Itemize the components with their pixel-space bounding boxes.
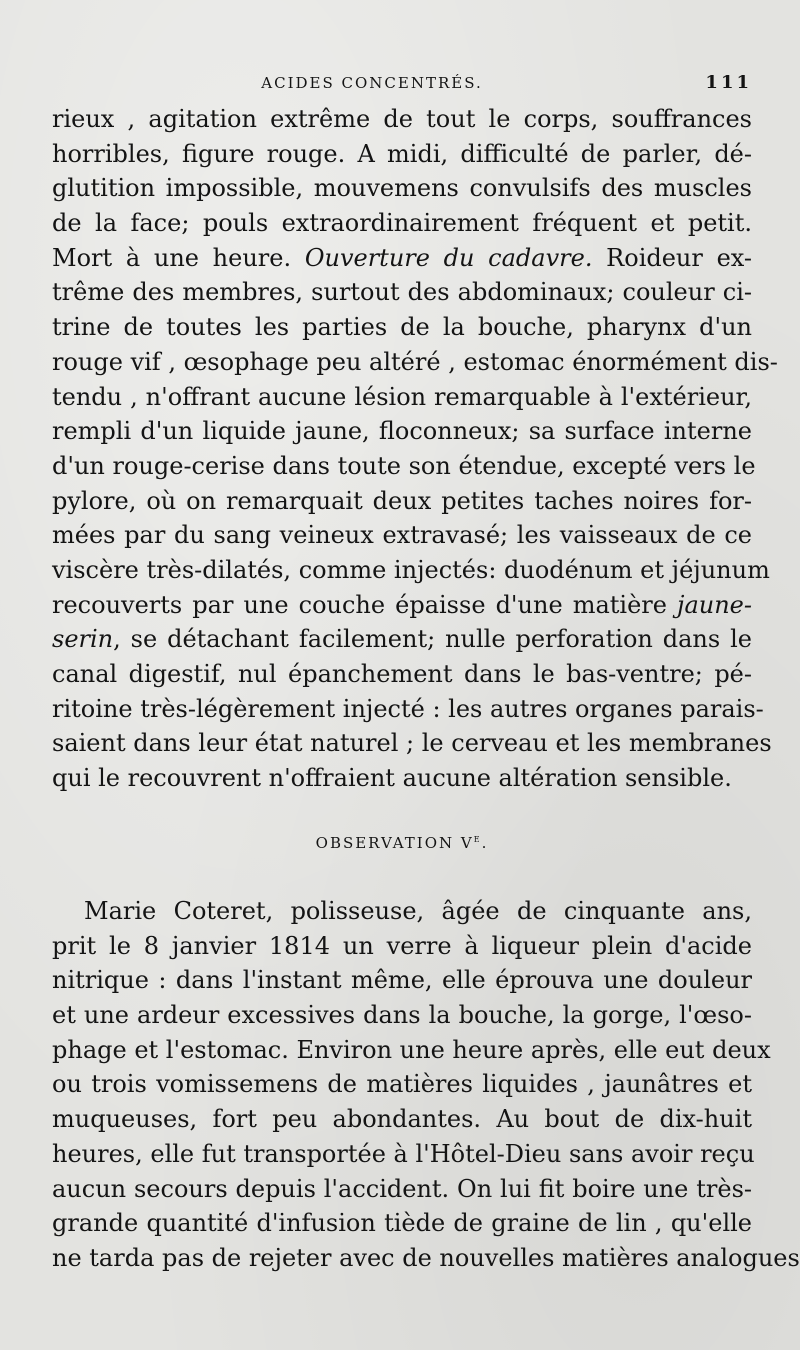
text-line: mées par du sang veineux extravasé; les vaisseaux de ce xyxy=(52,521,752,550)
text-line: Marie Coteret, polisseuse, âgée de cinquante ans, xyxy=(84,897,752,925)
text-line: rieux , agitation extrême de tout le corps, souffrances xyxy=(52,105,752,133)
text-line: tendu , n'offrant aucune lésion remarquable à l'extérieur, xyxy=(52,382,752,411)
text-segment: jaune- xyxy=(677,590,752,619)
text-line: rouge vif , œsophage peu altéré , estomac énormément dis- xyxy=(52,347,778,376)
text-line: viscère très-dilatés, comme injectés: duodénum et jéjunum xyxy=(52,555,770,584)
text-line: et une ardeur excessives dans la bouche, la gorge, l'œso- xyxy=(52,1001,752,1030)
text-line: muqueuses, fort peu abondantes. Au bout de dix-huit xyxy=(52,1105,752,1134)
text-line: phage et l'estomac. Environ une heure après, elle eut deux xyxy=(52,1035,771,1064)
text-line xyxy=(52,622,752,657)
text-segment: , se détachant facilement; nulle perforation dans le xyxy=(113,625,752,654)
text-line: trine de toutes les parties de la bouche, pharynx d'un xyxy=(52,313,752,342)
page-number: 111 xyxy=(705,72,752,93)
text-line: nitrique : dans l'instant même, elle éprouva une douleur xyxy=(52,966,752,995)
text-line: de la face; pouls extraordinairement fréquent et petit. xyxy=(52,209,752,238)
text-line: ne tarda pas de rejeter avec de nouvelles matières analogues xyxy=(52,1243,800,1272)
text-line: ou trois vomissemens de matières liquides , jaunâtres et xyxy=(52,1070,752,1099)
text-line: trême des membres, surtout des abdominaux; couleur ci- xyxy=(52,278,752,307)
text-line: prit le 8 janvier 1814 un verre à liqueur plein d'acide xyxy=(52,931,752,960)
text-line: saient dans leur état naturel ; le cerveau et les membranes xyxy=(52,729,772,758)
observation-heading-period: . xyxy=(481,834,489,852)
running-title: ACIDES CONCENTRÉS. xyxy=(261,74,483,92)
text-line: rempli d'un liquide jaune, floconneux; sa surface interne xyxy=(52,417,752,446)
text-line: ritoine très-légèrement injecté : les autres organes parais- xyxy=(52,694,764,723)
text-line xyxy=(52,241,752,276)
text-line: pylore, où on remarquait deux petites taches noires for- xyxy=(52,486,752,515)
page-header xyxy=(52,70,752,100)
paragraph-2 xyxy=(52,894,800,1276)
text-segment: serin xyxy=(52,625,114,654)
text-segment: Ouverture du cadavre. xyxy=(304,243,593,272)
paragraph-1 xyxy=(52,102,778,796)
text-line: aucun secours depuis l'accident. On lui fit boire une très- xyxy=(52,1174,752,1203)
observation-heading-text: OBSERVATION V xyxy=(315,834,474,852)
observation-heading xyxy=(52,832,752,852)
text-line: qui le recouvrent n'offraient aucune altération sensible. xyxy=(52,764,732,793)
text-segment: Mort à une heure. xyxy=(52,243,305,272)
text-segment: Roideur ex- xyxy=(592,243,752,272)
observation-heading-superscript: e xyxy=(473,832,482,845)
text-line: horribles, figure rouge. A midi, difficulté de parler, dé- xyxy=(52,139,752,168)
text-line xyxy=(52,588,752,623)
text-segment: recouverts par une couche épaisse d'une matière xyxy=(52,590,678,619)
text-line: grande quantité d'infusion tiède de graine de lin , qu'elle xyxy=(52,1209,752,1238)
text-line: heures, elle fut transportée à l'Hôtel-Dieu sans avoir reçu xyxy=(52,1139,755,1168)
text-line: d'un rouge-cerise dans toute son étendue, excepté vers le xyxy=(52,451,756,480)
text-line: glutition impossible, mouvemens convulsifs des muscles xyxy=(52,174,752,203)
text-line: canal digestif, nul épanchement dans le bas-ventre; pé- xyxy=(52,660,752,688)
